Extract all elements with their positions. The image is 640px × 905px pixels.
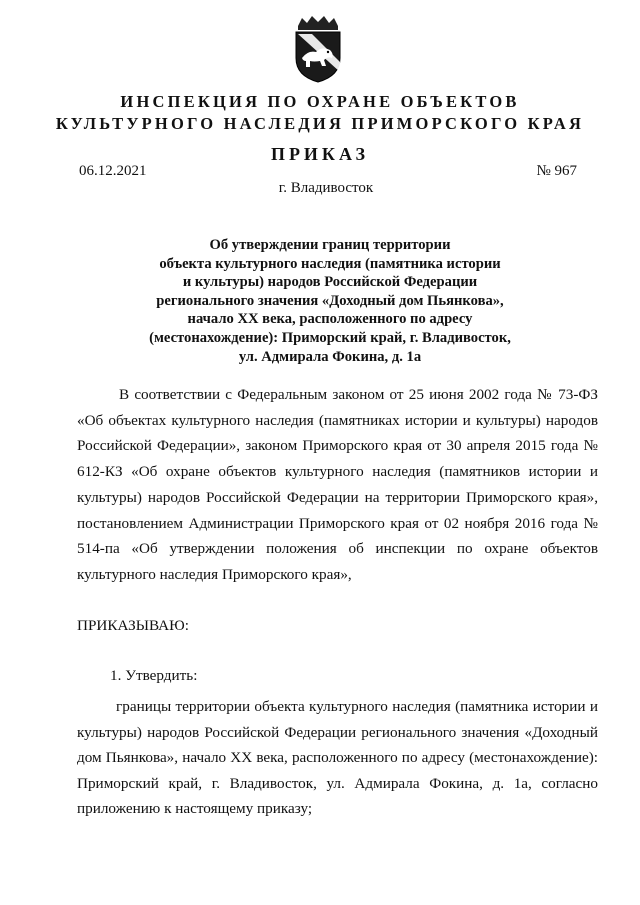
- org-name-line-1: ИНСПЕКЦИЯ ПО ОХРАНЕ ОБЪЕКТОВ: [120, 92, 520, 111]
- title-line: и культуры) народов Российской Федерации: [182, 274, 478, 291]
- document-type: ПРИКАЗ: [270, 144, 370, 164]
- document-title: [120, 236, 540, 366]
- item-1-paragraph: границы территории объекта культурного наследия (памятника истории и культуры) народов Российской Федерации регионального значения «Доходный дом Пьянкова», начало XX века, расположенного по адресу (местонахождение): Приморский край, г. Владивосток, ул. Адмирала Фокина, д. 1а, согласно приложению к настоящему приказу;: [77, 698, 598, 817]
- title-line: регионального значения «Доходный дом Пьянкова»,: [156, 292, 504, 309]
- org-name-line-2: КУЛЬТУРНОГО НАСЛЕДИЯ ПРИМОРСКОГО КРАЯ: [55, 114, 585, 133]
- preamble-paragraph: В соответствии с Федеральным законом от 25 июня 2002 года № 73-ФЗ «Об объектах культурного наследия (памятниках истории и культуры) народов Российской Федерации», законом Приморского края от 30 апреля 2015 года № 612-КЗ «Об охране объектов культурного наследия (памятников истории и культуры) народов Российской Федерации на территории Приморского края», постановлением Администрации Приморского края от 02 ноября 2016 года № 514-па «Об утверждении положения об инспекции по охране объектов культурного наследия Приморского края»,: [77, 386, 598, 583]
- order-word: ПРИКАЗЫВАЮ:: [77, 617, 189, 634]
- document-number: № 967: [536, 163, 577, 179]
- item-1-label: 1. Утвердить:: [110, 667, 198, 684]
- title-line: Об утверждении границ территории: [209, 237, 451, 253]
- coat-of-arms-icon: [288, 14, 348, 84]
- document-city: г. Владивосток: [278, 180, 374, 196]
- title-line: (местонахождение): Приморский край, г. Владивосток,: [149, 329, 511, 346]
- title-line: начало XX века, расположенного по адресу: [187, 311, 473, 328]
- title-line: ул. Адмирала Фокина, д. 1а: [238, 348, 422, 365]
- document-date: 06.12.2021: [79, 163, 147, 179]
- title-line: объекта культурного наследия (памятника истории: [159, 255, 501, 272]
